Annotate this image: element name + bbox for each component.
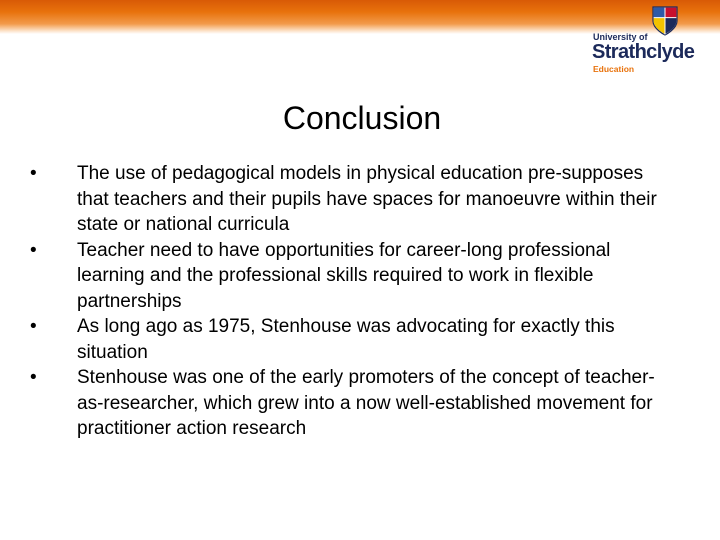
bullet-item [30, 314, 680, 365]
logo-university-line: University of [593, 32, 648, 42]
bullet-text: Stenhouse was one of the early promoters of the concept of teacher-as-researcher, which grew into a now well-established movement for practitioner action research [77, 367, 655, 439]
slide-title: Conclusion [282, 100, 442, 136]
bullet-item [30, 238, 680, 315]
university-logo [590, 6, 702, 76]
logo-name: Strathclyde [592, 41, 695, 63]
logo-department: Education [593, 64, 635, 74]
bullet-marker: • [30, 163, 37, 184]
bullet-text: Teacher need to have opportunities for career-long professional learning and the professional skills required to work in flexible partnerships [77, 239, 611, 312]
bullet-list [30, 161, 680, 442]
bullet-item [30, 365, 680, 442]
bullet-text: As long ago as 1975, Stenhouse was advocating for exactly this situation [77, 316, 615, 363]
bullet-marker: • [30, 239, 37, 261]
bullet-item [30, 161, 680, 238]
bullet-marker: • [30, 367, 37, 388]
bullet-marker: • [30, 316, 37, 337]
crest-icon [652, 6, 678, 36]
bullet-text: The use of pedagogical models in physical education pre-supposes that teachers and their pupils have spaces for manoeuvre within their state or national curricula [77, 163, 657, 235]
